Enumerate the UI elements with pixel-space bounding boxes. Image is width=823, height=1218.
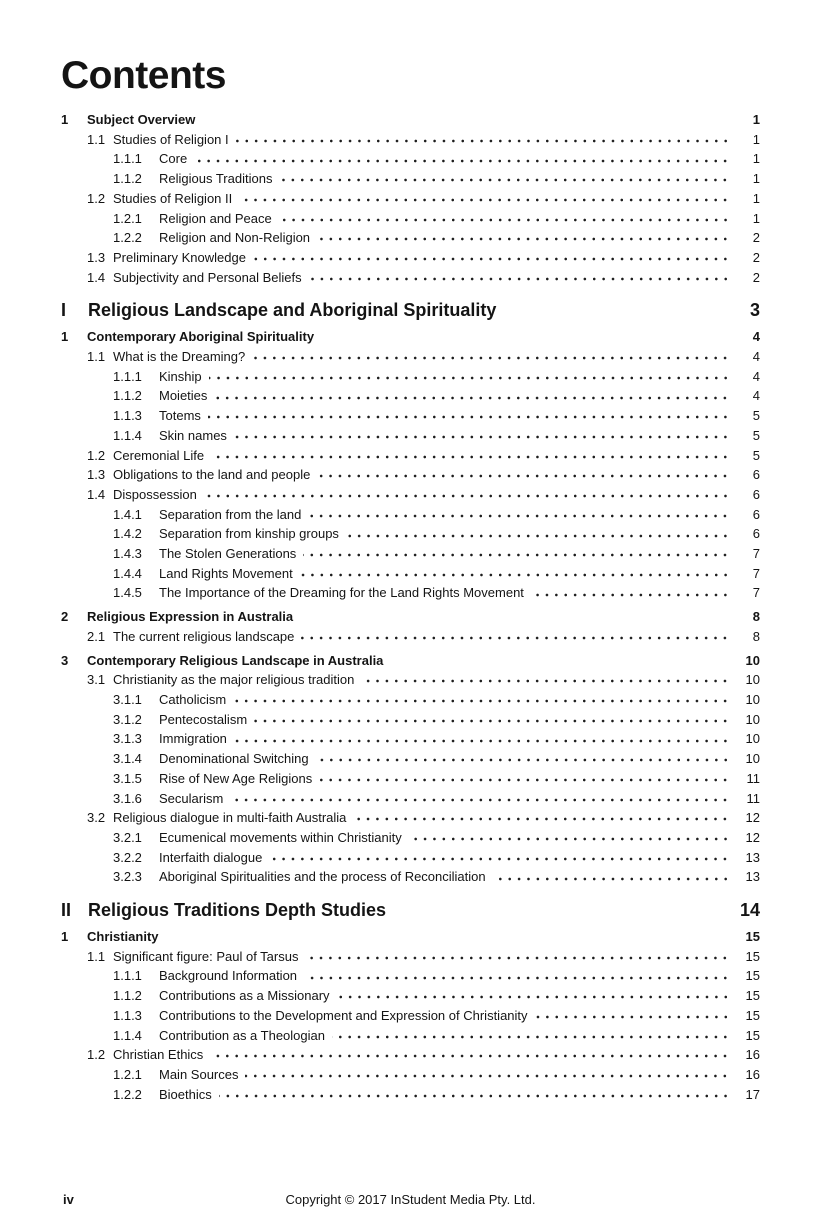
entry-number: 1.1 [87, 131, 106, 147]
entry-number: 1.1.1 [113, 151, 142, 167]
toc-entry-subsection [61, 149, 760, 169]
entry-number: 3.1.1 [113, 691, 142, 707]
entry-title: Pentecostalism [159, 711, 248, 727]
entry-page: 15 [745, 929, 760, 945]
toc-entry-section [61, 947, 760, 967]
entry-page: 14 [739, 900, 760, 921]
dot-leader [230, 789, 731, 809]
toc-entry-section [61, 485, 760, 505]
toc-entry-section [61, 130, 760, 150]
entry-title: Catholicism [159, 691, 227, 707]
dot-leader [337, 986, 731, 1006]
toc-entry-chapter [61, 110, 760, 130]
entry-page: 1 [752, 190, 760, 206]
dot-leader [239, 189, 731, 209]
toc-entry-subsection [61, 729, 760, 749]
entry-number: 1.4.1 [113, 506, 142, 522]
entry-title: Contribution as a Theologian [159, 1027, 325, 1043]
entry-number: 1 [61, 929, 69, 945]
toc-entry-subsection [61, 848, 760, 868]
dot-leader [300, 564, 731, 584]
toc-entry-subsection [61, 169, 760, 189]
entry-number: 1.4 [87, 486, 106, 502]
dot-leader [219, 1085, 731, 1105]
entry-page: 4 [752, 388, 760, 404]
entry-page: 1 [752, 171, 760, 187]
entry-number: 1.1.2 [113, 171, 142, 187]
toc-entry-subsection [61, 386, 760, 406]
entry-page: 15 [745, 968, 760, 984]
toc-entry-subsection [61, 789, 760, 809]
entry-page: 2 [752, 269, 760, 285]
dot-leader [309, 268, 731, 288]
toc-entry-subsection [61, 867, 760, 887]
entry-number: 1.1.1 [113, 368, 142, 384]
toc-entry-subsection [61, 749, 760, 769]
entry-number: 1.1.4 [113, 1027, 142, 1043]
entry-page: 17 [745, 1086, 760, 1102]
entry-title: Subjectivity and Personal Beliefs [113, 269, 302, 285]
entry-page: 7 [752, 565, 760, 581]
entry-number: 1.2 [87, 1047, 106, 1063]
copyright-text: Copyright © 2017 InStudent Media Pty. Ltd. [285, 1192, 536, 1207]
dot-leader [214, 386, 731, 406]
entry-number: 2 [61, 609, 69, 625]
entry-page: 5 [752, 408, 760, 424]
entry-page: 5 [752, 427, 760, 443]
entry-title: Secularism [159, 790, 224, 806]
entry-title: Subject Overview [87, 112, 196, 127]
toc-entry-subsection [61, 564, 760, 584]
toc-entry-subsection [61, 1026, 760, 1046]
entry-page: 4 [752, 368, 760, 384]
entry-number: 1.2 [87, 447, 106, 463]
dot-leader [236, 130, 731, 150]
dot-leader [361, 670, 731, 690]
entry-number: 3.1.3 [113, 731, 142, 747]
entry-title: Denominational Switching [159, 751, 309, 767]
entry-page: 6 [752, 467, 760, 483]
dot-leader [353, 808, 731, 828]
dot-leader [209, 367, 731, 387]
folio-page-number: iv [63, 1192, 74, 1207]
entry-title: Rise of New Age Religions [159, 770, 313, 786]
toc-entry-part [61, 298, 760, 323]
entry-page: 4 [752, 349, 760, 365]
entry-title: Bioethics [159, 1086, 212, 1102]
entry-number: 3.1.6 [113, 790, 142, 806]
page-title: Contents [61, 54, 226, 97]
entry-page: 3 [749, 300, 760, 321]
entry-title: Immigration [159, 731, 227, 747]
toc-entry-part [61, 898, 760, 923]
dot-leader [319, 769, 731, 789]
entry-page: 6 [752, 506, 760, 522]
entry-number: 1.1.3 [113, 1007, 142, 1023]
entry-number: 1.3 [87, 249, 106, 265]
entry-title: Religious Expression in Australia [87, 609, 294, 625]
entry-title: Interfaith dialogue [159, 849, 263, 865]
dot-leader [304, 966, 731, 986]
entry-number: 1.2.1 [113, 1066, 142, 1082]
dot-leader [531, 583, 731, 603]
entry-title: Contributions to the Development and Expression of Christianity [159, 1007, 528, 1023]
entry-page: 1 [752, 112, 760, 127]
entry-page: 15 [745, 948, 760, 964]
entry-number: 3 [61, 652, 69, 668]
toc-entry-subsection [61, 690, 760, 710]
entry-page: 7 [752, 546, 760, 562]
toc-entry-chapter [61, 327, 760, 347]
entry-title: Preliminary Knowledge [113, 249, 246, 265]
dot-leader [303, 544, 731, 564]
entry-page: 10 [745, 652, 760, 668]
entry-number: 3.1.2 [113, 711, 142, 727]
toc [61, 110, 760, 1104]
dot-leader [211, 446, 731, 466]
entry-page: 2 [752, 230, 760, 246]
toc-entry-section [61, 189, 760, 209]
entry-title: Significant figure: Paul of Tarsus [113, 948, 299, 964]
entry-page: 10 [745, 672, 760, 688]
entry-title: Ecumenical movements within Christianity [159, 829, 402, 845]
entry-title: Kinship [159, 368, 202, 384]
entry-title: Main Sources [159, 1066, 239, 1082]
entry-number: 2.1 [87, 628, 106, 644]
dot-leader [535, 1006, 731, 1026]
entry-page: 2 [752, 249, 760, 265]
entry-number: 3.1.4 [113, 751, 142, 767]
entry-number: 3.2.3 [113, 869, 142, 885]
toc-entry-section [61, 446, 760, 466]
dot-leader [316, 749, 731, 769]
toc-entry-chapter [61, 607, 760, 627]
entry-number: 1.1.2 [113, 388, 142, 404]
entry-page: 11 [746, 770, 760, 786]
dot-leader [252, 347, 731, 367]
entry-number: 1.4.2 [113, 526, 142, 542]
entry-page: 1 [752, 151, 760, 167]
entry-title: Skin names [159, 427, 227, 443]
dot-leader [301, 627, 731, 647]
toc-entry-section [61, 465, 760, 485]
dot-leader [317, 465, 731, 485]
entry-title: Obligations to the land and people [113, 467, 311, 483]
entry-title: Religious dialogue in multi-faith Australia [113, 810, 347, 826]
entry-page: 8 [752, 609, 760, 625]
entry-title: Core [159, 151, 188, 167]
entry-number: 1.2.1 [113, 210, 142, 226]
toc-entry-subsection [61, 1006, 760, 1026]
entry-number: 3.2 [87, 810, 106, 826]
dot-leader [409, 828, 731, 848]
entry-number: 1 [61, 112, 69, 127]
entry-title: What is the Dreaming? [113, 349, 246, 365]
entry-title: Contemporary Religious Landscape in Australia [87, 652, 384, 668]
entry-title: Dispossession [113, 486, 197, 502]
toc-entry-subsection [61, 1085, 760, 1105]
entry-number: 1.1.2 [113, 988, 142, 1004]
dot-leader [194, 149, 731, 169]
dot-leader [208, 406, 731, 426]
entry-page: 6 [752, 526, 760, 542]
entry-number: 1.4 [87, 269, 106, 285]
entry-number: II [61, 900, 72, 921]
toc-entry-subsection [61, 710, 760, 730]
dot-leader [254, 710, 731, 730]
entry-title: Ceremonial Life [113, 447, 205, 463]
entry-number: 1.4.5 [113, 585, 142, 601]
entry-title: Separation from kinship groups [159, 526, 339, 542]
toc-entry-section [61, 347, 760, 367]
entry-title: Christian Ethics [113, 1047, 204, 1063]
entry-number: 1.4.3 [113, 546, 142, 562]
entry-title: Religious Traditions Depth Studies [88, 900, 387, 921]
toc-entry-subsection [61, 505, 760, 525]
entry-number: 1.1 [87, 948, 106, 964]
toc-entry-subsection [61, 367, 760, 387]
toc-entry-subsection [61, 406, 760, 426]
page-footer [61, 1192, 760, 1208]
toc-entry-subsection [61, 828, 760, 848]
entry-title: Moieties [159, 388, 208, 404]
entry-page: 13 [745, 849, 760, 865]
entry-title: Totems [159, 408, 201, 424]
entry-title: Aboriginal Spiritualities and the process of Reconciliation [159, 869, 486, 885]
entry-page: 10 [745, 691, 760, 707]
toc-entry-section [61, 1045, 760, 1065]
toc-entry-subsection [61, 544, 760, 564]
entry-page: 12 [745, 810, 760, 826]
dot-leader [308, 505, 731, 525]
entry-title: Religious Landscape and Aboriginal Spirituality [88, 300, 497, 321]
dot-leader [234, 426, 731, 446]
toc-entry-subsection [61, 228, 760, 248]
entry-number: 1.1.1 [113, 968, 142, 984]
entry-title: Religion and Non-Religion [159, 230, 311, 246]
toc-entry-section [61, 627, 760, 647]
entry-page: 10 [745, 731, 760, 747]
entry-page: 8 [752, 628, 760, 644]
entry-title: Contemporary Aboriginal Spirituality [87, 329, 315, 345]
entry-number: 3.1 [87, 672, 106, 688]
toc-entry-subsection [61, 966, 760, 986]
entry-page: 13 [745, 869, 760, 885]
dot-leader [253, 248, 731, 268]
dot-leader [245, 1065, 731, 1085]
entry-number: 1.3 [87, 467, 106, 483]
entry-number: 1.1 [87, 349, 106, 365]
dot-leader [210, 1045, 731, 1065]
entry-page: 5 [752, 447, 760, 463]
toc-entry-subsection [61, 769, 760, 789]
dot-leader [204, 485, 731, 505]
toc-entry-subsection [61, 426, 760, 446]
toc-entry-subsection [61, 1065, 760, 1085]
toc-entry-chapter [61, 927, 760, 947]
entry-page: 15 [745, 1027, 760, 1043]
entry-number: 1.1.4 [113, 427, 142, 443]
entry-page: 4 [752, 329, 760, 345]
dot-leader [279, 209, 731, 229]
entry-title: The Stolen Generations [159, 546, 297, 562]
dot-leader [269, 848, 731, 868]
dot-leader [234, 729, 731, 749]
entry-page: 1 [752, 210, 760, 226]
entry-title: Contributions as a Missionary [159, 988, 330, 1004]
entry-title: Religion and Peace [159, 210, 272, 226]
entry-number: 3.1.5 [113, 770, 142, 786]
entry-page: 16 [745, 1047, 760, 1063]
entry-page: 11 [746, 790, 760, 806]
entry-title: Studies of Religion II [113, 190, 233, 206]
entry-title: The Importance of the Dreaming for the Land Rights Movement [159, 585, 524, 601]
entry-number: 3.2.1 [113, 829, 142, 845]
toc-entry-section [61, 670, 760, 690]
dot-leader [317, 228, 731, 248]
toc-entry-section [61, 808, 760, 828]
entry-title: Separation from the land [159, 506, 302, 522]
entry-number: I [61, 300, 67, 321]
entry-title: Christianity as the major religious tradition [113, 672, 355, 688]
entry-number: 1 [61, 329, 69, 345]
entry-number: 1.2 [87, 190, 106, 206]
entry-title: Religious Traditions [159, 171, 273, 187]
toc-entry-subsection [61, 524, 760, 544]
entry-number: 1.1.3 [113, 408, 142, 424]
entry-page: 15 [745, 1007, 760, 1023]
dot-leader [279, 169, 731, 189]
entry-page: 10 [745, 751, 760, 767]
entry-page: 10 [745, 711, 760, 727]
toc-entry-section [61, 248, 760, 268]
entry-title: Studies of Religion I [113, 131, 229, 147]
toc-entry-subsection [61, 583, 760, 603]
dot-leader [332, 1026, 731, 1046]
toc-entry-chapter [61, 651, 760, 671]
entry-title: Background Information [159, 968, 298, 984]
entry-number: 1.2.2 [113, 1086, 142, 1102]
entry-page: 16 [745, 1066, 760, 1082]
entry-number: 3.2.2 [113, 849, 142, 865]
dot-leader [493, 867, 731, 887]
dot-leader [346, 524, 731, 544]
entry-page: 6 [752, 486, 760, 502]
dot-leader [233, 690, 731, 710]
entry-number: 1.4.4 [113, 565, 142, 581]
entry-page: 7 [752, 585, 760, 601]
entry-title: The current religious landscape [113, 628, 295, 644]
entry-title: Christianity [87, 929, 159, 945]
entry-number: 1.2.2 [113, 230, 142, 246]
entry-page: 15 [745, 988, 760, 1004]
entry-page: 1 [752, 131, 760, 147]
entry-title: Land Rights Movement [159, 565, 293, 581]
toc-entry-subsection [61, 209, 760, 229]
toc-entry-subsection [61, 986, 760, 1006]
toc-entry-section [61, 268, 760, 288]
dot-leader [305, 947, 731, 967]
entry-page: 12 [745, 829, 760, 845]
